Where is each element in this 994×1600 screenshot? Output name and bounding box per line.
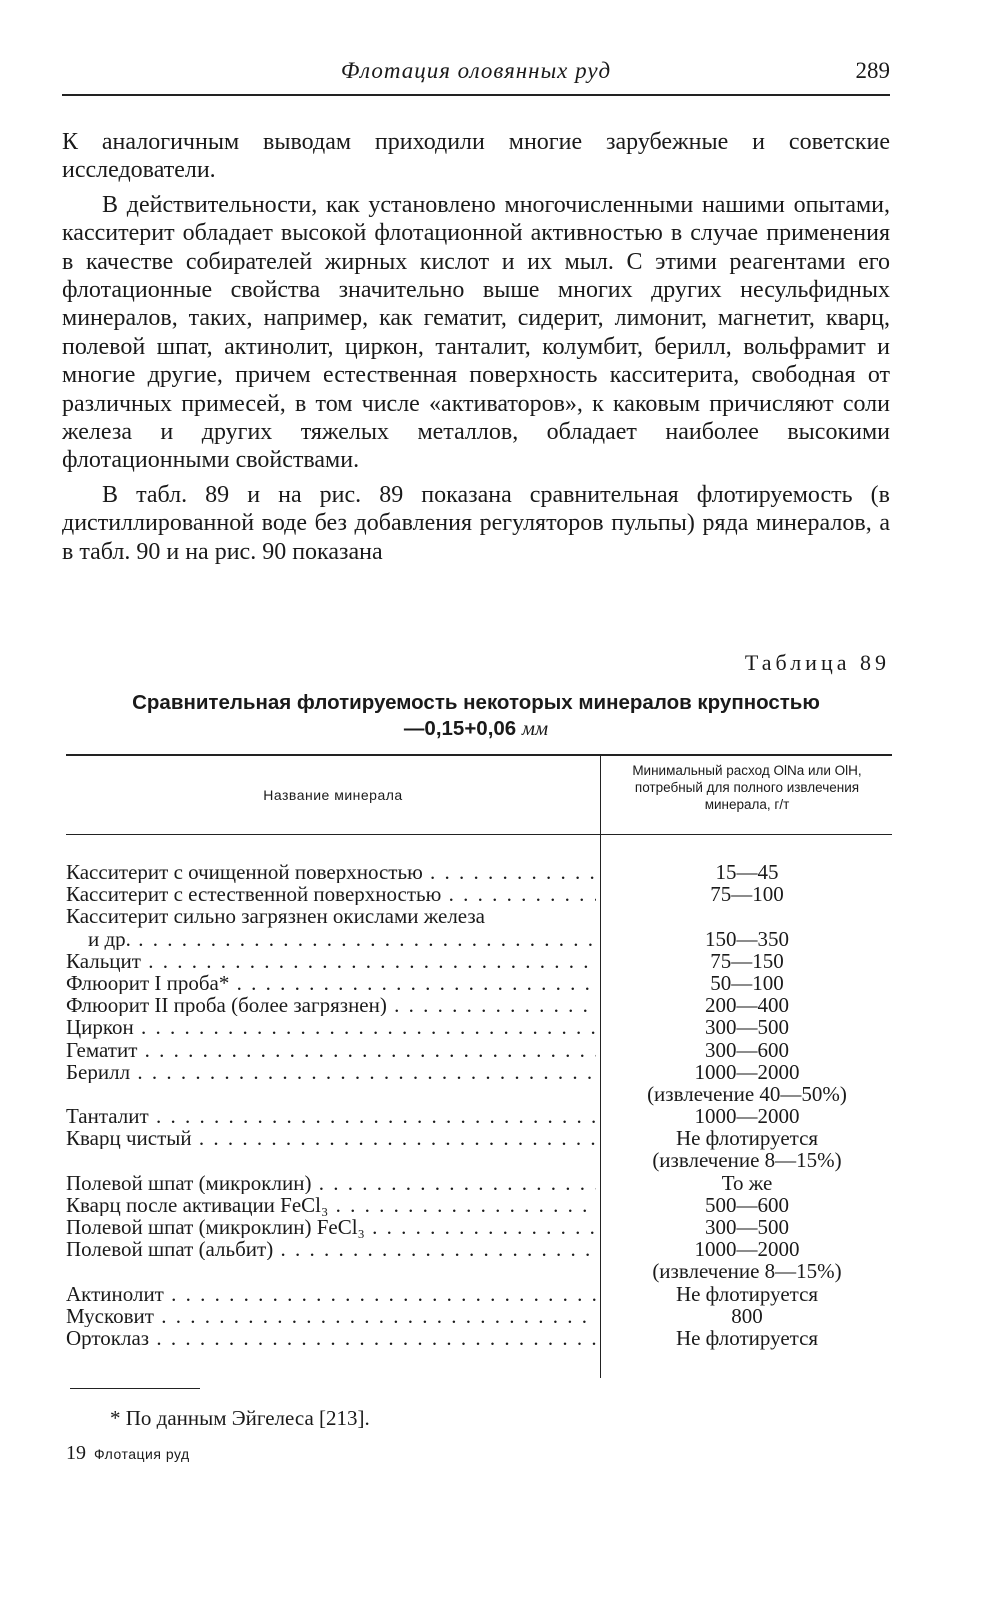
page-number: 289 [855,58,890,83]
mineral-name: Касситерит сильно загрязнен окислами железа [66,905,485,928]
table-row [66,1238,892,1260]
running-title: Флотация оловянных руд [340,58,612,83]
consumption-value: 1000—2000 [694,1059,800,1084]
consumption-value: 300—500 [705,1215,789,1239]
minerals-table [66,754,892,1380]
consumption-value: Не флотируется [675,1126,819,1151]
table-row [66,1061,892,1083]
table-row [66,1083,892,1105]
mineral-name: Кварц чистый [66,1127,192,1150]
consumption-value: Не флотируется [675,1281,819,1306]
table-caption-line1: Сравнительная флотируемость некоторых минералов крупностью [132,691,820,714]
table-caption-line2 [62,716,890,742]
column-header-mineral: Название минерала [263,787,403,803]
table-caption [62,690,890,742]
mineral-name: Танталит [66,1105,149,1128]
mineral-name: и др. [88,927,131,950]
table-row [66,1149,892,1171]
mineral-name: Полевой шпат (микроклин) [66,1171,312,1194]
table-row [66,972,892,994]
mineral-name: Циркон [66,1016,134,1039]
consumption-value: 15—45 [715,860,779,884]
mineral-name: Флюорит II проба (более загрязнен) [66,994,387,1017]
printer-signature [66,1442,190,1465]
consumption-value: 1000—2000 [694,1104,800,1129]
mineral-name: Гематит [66,1038,138,1061]
consumption-value: 1000—2000 [694,1237,800,1262]
table-row [66,1305,892,1327]
table-row [66,928,892,950]
table-label: Таблица 89 [744,650,890,675]
mineral-name: Актинолит [66,1282,164,1305]
paragraph-2: В действительности, как установлено многочисленными нашими опытами, касситерит обладает высокой флотационной активностью в случае применения в качестве собирателей жирных кислот и их мыл. С этими реагентами его флотационные свойства значительно выше многих других несульфидных минералов, таких, например, как гематит, сидерит, лимонит, магнетит, кварц, полевой шпат, актинолит, циркон, танталит, колумбит, берилл, вольфрамит и многие другие, причем естественная поверхность касситерита, свободная от различных примесей, в том числе «активаторов», к каковым причисляют соли железа и других тяжелых металлов, обладает наиболее высокими флотационными свойствами. [62,191,890,474]
mineral-name: Кварц после активации FeCl₃ [66,1193,329,1217]
mineral-name: Ортоклаз [66,1326,150,1350]
table-row [66,1260,892,1282]
consumption-value: 500—600 [705,1192,789,1217]
table-row [66,994,892,1016]
table-row [66,883,892,905]
consumption-value: 75—150 [710,948,784,973]
running-head [62,58,890,96]
body-text [62,128,890,572]
table-body [66,861,892,1349]
paragraph-3: В табл. 89 и на рис. 89 показана сравнительная флотируемость (в дистиллированной воде без добавления регуляторов пульпы) ряда минералов, а в табл. 90 и на рис. 90 показана [62,481,890,565]
consumption-value: 200—400 [705,993,789,1018]
table-row [66,1327,892,1349]
consumption-value: (извлечение 8—15%) [652,1148,842,1173]
mineral-name: Касситерит с очищенной поверхностью [66,861,423,884]
mineral-name: Берилл [66,1060,131,1083]
consumption-value: 150—350 [705,926,789,951]
consumption-value: Не флотируется [675,1325,819,1350]
table-row [66,905,892,927]
table-row [66,1105,892,1127]
mineral-name: Касситерит с естественной поверхностью [66,883,442,906]
table-row [66,1039,892,1061]
mineral-name: Кальцит [66,949,141,972]
signature-number: 19 [66,1442,86,1464]
table-row [66,1016,892,1038]
mineral-name: Полевой шпат (альбит) [66,1238,274,1261]
table-row [66,1127,892,1149]
table-caption-size: —0,15+0,06 [403,717,517,740]
mineral-name: Мусковит [66,1304,154,1327]
table-caption-unit: мм [521,718,549,740]
footnote-rule [70,1388,200,1389]
mineral-name: Полевой шпат (микроклин) FeCl₃ [66,1216,365,1239]
table-row [66,861,892,883]
consumption-value: 75—100 [710,882,784,907]
table-row [66,1216,892,1238]
table-row [66,950,892,972]
consumption-value: (извлечение 40—50%) [647,1081,847,1106]
mineral-name: Флюорит I проба* [66,971,230,995]
signature-text: Флотация руд [94,1446,190,1462]
consumption-value: 300—600 [705,1037,789,1062]
table-row [66,1194,892,1216]
paragraph-1: К аналогичным выводам приходили многие зарубежные и советские исследователи. [62,129,890,184]
footnote: * По данным Эйгелеса [213]. [110,1406,370,1430]
consumption-value: (извлечение 8—15%) [652,1259,842,1284]
consumption-value: То же [721,1170,773,1195]
table-row [66,1172,892,1194]
column-header-consumption: Минимальный расход OlNa или OlH, потребный для полного извлечения минерала, г/т [632,763,862,812]
consumption-value: 800 [731,1303,763,1328]
table-header-rule [66,834,892,835]
consumption-value: 300—500 [705,1015,789,1040]
table-row [66,1283,892,1305]
consumption-value: 50—100 [710,970,784,995]
